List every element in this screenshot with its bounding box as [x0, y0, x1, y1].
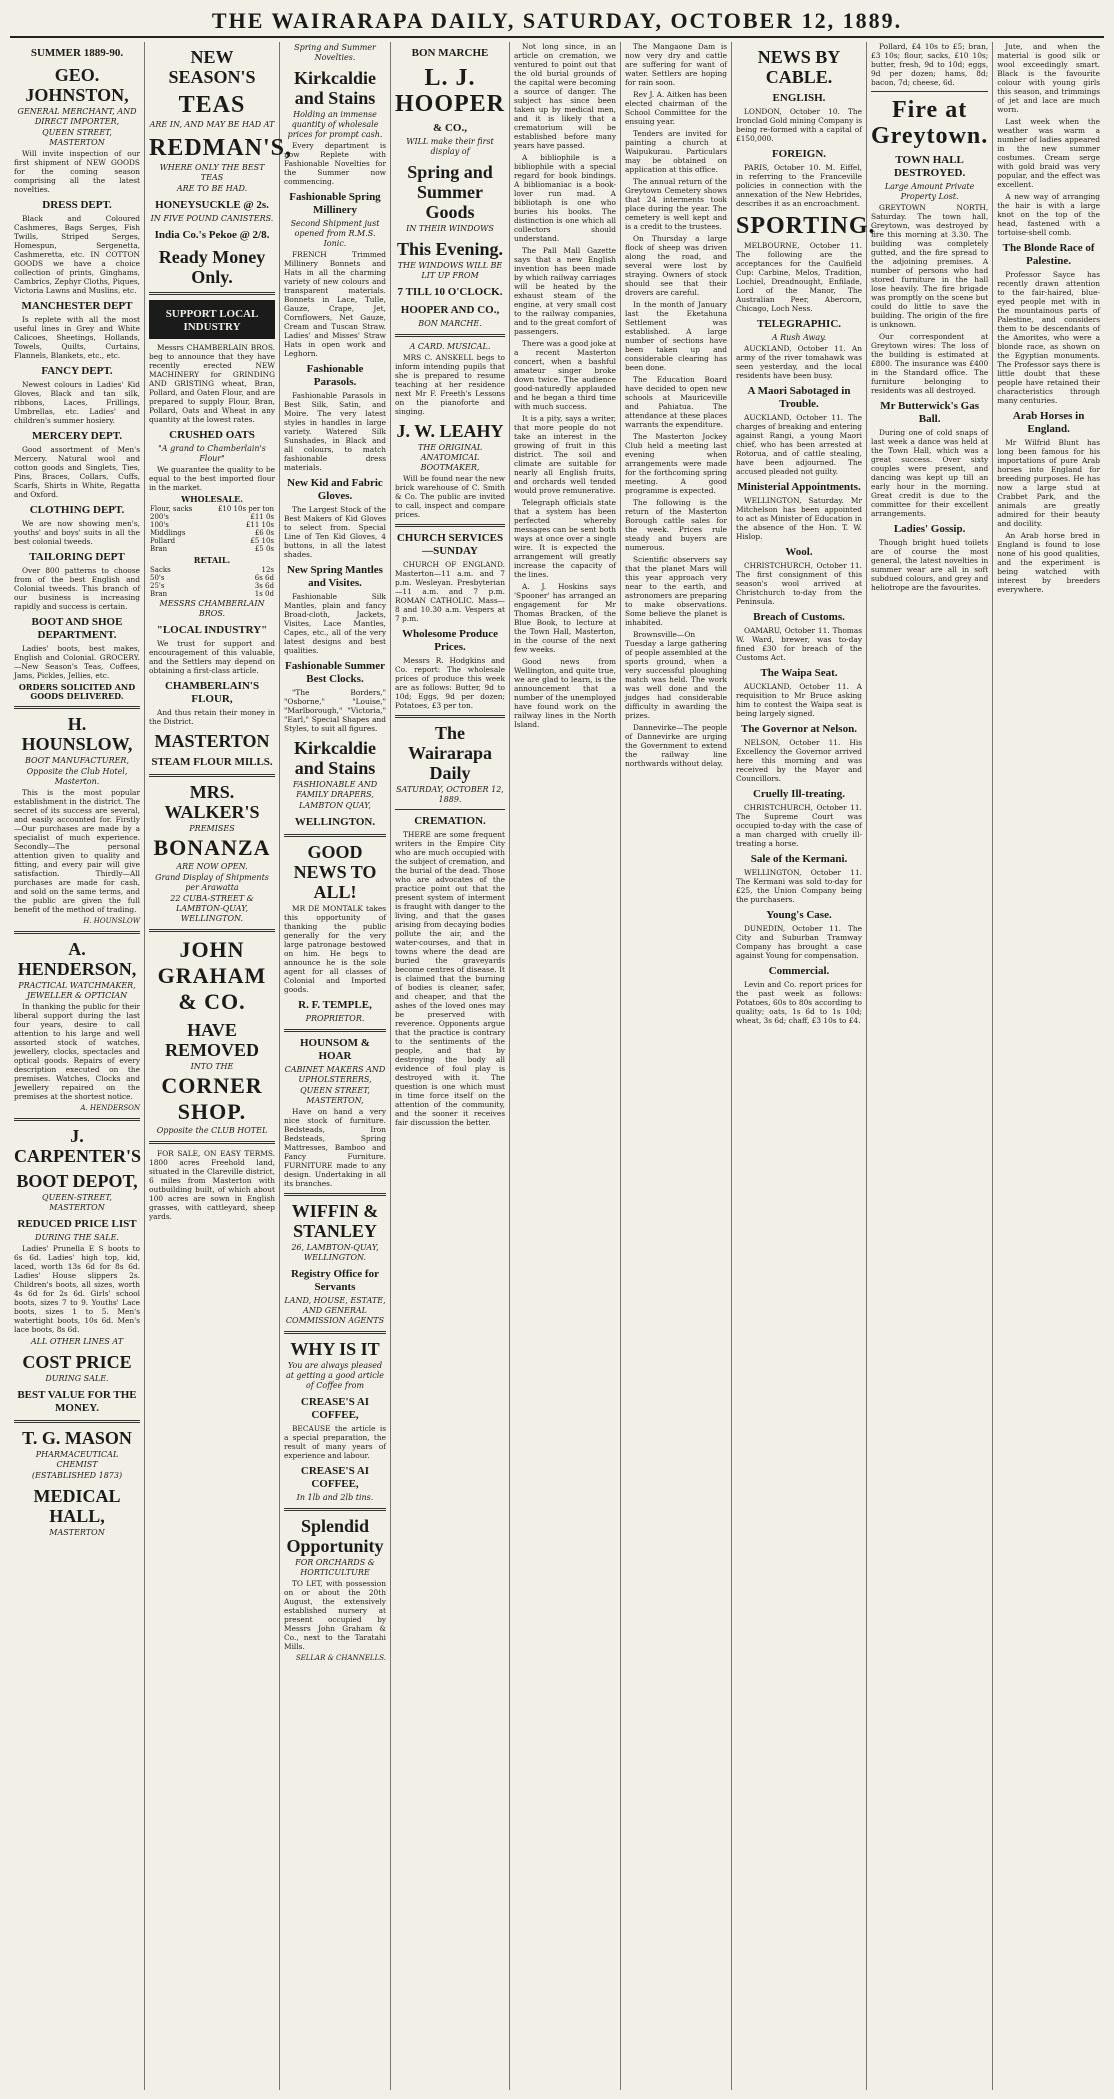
column-8: [867, 42, 993, 2090]
column-3: [280, 42, 391, 2090]
gossip-text: A new way of arranging the hair is with a large knot on the top of the head, fastened with a tortoise-shell comb.: [997, 192, 1101, 237]
retail-price: 12s: [261, 566, 274, 574]
divider: [871, 91, 988, 92]
medical-hall: MEDICAL HALL,: [33, 1486, 121, 1526]
kirk-sub: Holding an immense quantity of wholesale prices for prompt cash.: [287, 110, 383, 139]
kirk-heading: Kirkcaldie and Stains: [294, 68, 376, 108]
arab-horses-text-2: An Arab horse bred in England is found to lose none of his good qualities, and the experiment is being watched with interest by breeders everywhere.: [997, 531, 1101, 594]
flour-text: And thus retain their money in the District.: [149, 708, 275, 726]
kirk-text: Every department is now Replete with Fashionable Novelties for the Summer now commencing.: [284, 141, 386, 186]
carpenter-end-4: BEST VALUE FOR THE MONEY.: [17, 1389, 137, 1414]
kirk2-sub: FASHIONABLE AND FAMILY DRAPERS,: [292, 780, 378, 799]
divider: [284, 1029, 386, 1032]
carpenter-price-list: REDUCED PRICE LIST: [17, 1218, 137, 1230]
carpenter-name: J. CARPENTER'S: [14, 1126, 142, 1166]
columns: [10, 42, 1104, 2090]
paper-title: The Wairarapa Daily: [408, 723, 492, 783]
redmans-name: REDMAN'S,: [149, 135, 293, 161]
wholesale-row: [149, 513, 275, 521]
ladies-heading: Ladies' Gossip.: [893, 523, 966, 535]
land-sale-text: FOR SALE, ON EASY TERMS. 1800 acres Freehold land, situated in the Clareville district, 6 miles from Masterton with outbuilding built, of which about 100 acres are sown in English grasses, with cattleyard, sheep yards.: [149, 1149, 275, 1221]
divider: [149, 1141, 275, 1144]
news-item: The Education Board have decided to open new schools at Mauriceville and Pahiatua. The attendance at these places warrants the expenditure.: [625, 375, 727, 429]
henderson-trade: PRACTICAL WATCHMAKER, JEWELLER & OPTICIAN: [18, 981, 136, 1000]
fire-text: GREYTOWN NORTH, Saturday. The town hall, Greytown, was destroyed by fire this morning at 3.30. The building was completely gutted, and the fire spread to the adjoining premises. A number of persons who had stored furniture in the hall lose heavily. The fire brigade was promptly on the scene but could do little to save the building. The origin of the fire is unknown.: [871, 203, 989, 329]
news-item: On Thursday a large flock of sheep was driven along the road, and several were lost by straying. Owners of stock should see that their drovers are careful.: [625, 234, 727, 297]
millinery-heading: Fashionable Spring Millinery: [289, 191, 381, 216]
wholesale-row: [149, 529, 275, 537]
divider: [395, 809, 505, 810]
hounslow-trade: BOOT MANUFACTURER,: [25, 756, 129, 765]
tele2-heading: A Maori Sabotaged in Trouble.: [747, 385, 851, 410]
retail-item: 50's: [150, 574, 165, 582]
gloves-text: The Largest Stock of the Best Makers of Kid Gloves to select from. Special Line of Ten Kid Gloves, 4 buttons, in all the latest shades.: [284, 505, 386, 559]
blonde-race-text: Professor Sayce has recently drawn attention to the fair-haired, blue-eyed people met with in the mountainous parts of Palestine, and considers them to be descendants of the Amorites, who were a blonde race, as shown on the Egyptian monuments. The Professor says there is little doubt that these people have retained their characteristics through many centuries.: [997, 270, 1101, 405]
mercery-dept-heading: MERCERY DEPT.: [31, 430, 123, 442]
hounslow-text: This is the most popular establishment in the district. The secret of its success are several, and easily accounted for. Firstly—Our purchases are made by a specialist of much experience. Secondly—The personal attention given to quality and fitting, and every pair will give satisfaction. Thirdly—All purchases are made for cash, and sold on the same terms, and the public are given the full benefit of the method of trading.: [14, 788, 140, 914]
hooper-name: L. J. HOOPER: [395, 65, 506, 117]
dress-dept-text: Black and Coloured Cashmeres, Bags Serges, Fish Twills, Striped Serges, Homespun, Sergenetta, Cashmeretta, etc. IN COTTON GOODS we have a choice collection of prints, Ginghams, Cambrics, Zephyr Cloths, Piques, Victoria Lawns and Muslins, etc.: [14, 214, 140, 295]
crushed-text: We guarantee the quality to be equal to the best imported flour in the market.: [149, 465, 275, 492]
local-industry: "LOCAL INDUSTRY": [156, 624, 268, 636]
india-tea: India Co.'s Pekoe @ 2/8.: [154, 229, 270, 241]
johnston-name: GEO. JOHNSTON,: [25, 65, 129, 105]
this-evening: This Evening.: [396, 239, 504, 259]
blouses-heading: Fashionable Summer Best Clocks.: [285, 660, 385, 685]
retail-item: Sacks: [150, 566, 171, 574]
bon-marche-top: BON MARCHE: [411, 47, 489, 59]
wholesale-heading: WHOLESALE.: [181, 494, 243, 504]
wholesale-item: Bran: [150, 545, 168, 553]
kirk-pre: Spring and Summer Novelties.: [294, 43, 376, 62]
telegraphic-item: AUCKLAND, October 11. The charges of breaking and entering against Rangi, a young Maori chief, who has been arrested at Rotorua, and of cattle stealing, have been adjourned. The accused pleaded not guilty.: [736, 413, 862, 476]
news-item: In the month of January last the Eketahuna Settlement was established. A large number of sections have been taken up and considerable clearing has been done.: [625, 300, 727, 372]
ladies-text: Though bright hued toilets are of course the most general, the latest novelties in summer wear are all in soft subdued colours, and grey and heliotrope are the favourites.: [871, 538, 989, 592]
temple-sub: PROPRIETOR.: [305, 1014, 365, 1023]
carpenter-end-1: ALL OTHER LINES AT: [30, 1337, 124, 1346]
splendid-text: TO LET, with possession on or about the 20th August, the extensively established nursery at present occupied by Messrs John Graham & Co., next to the Taratahi Mills.: [284, 1579, 386, 1651]
carpenter-list: Ladies' Prunella E S boots to 6s 6d. Ladies' high top, kid, laced, worth 13s 6d for 8s 6d. Ladies' House slippers 2s. Children's boots, all sizes, worth 4s 6d for 2s 6d. Girls' school boots, sizes 7 to 9. Youths' Lace boots, sizes 1 to 5. Men's watertight boots, 10s 6d. Men's lace boots, 8s 6d.: [14, 1244, 140, 1334]
canisters-note: IN FIVE POUND CANISTERS.: [150, 214, 274, 223]
govt-heading: Ministerial Appointments.: [737, 481, 861, 493]
hounslow-address: Opposite the Club Hotel, Masterton.: [26, 767, 128, 786]
news-item: Telegraph officials state that a system has been perfected whereby messages can be sent both ways at once over a single wire. It is expected the arrangement will greatly increase the capacity of the lines.: [514, 498, 616, 579]
govt-text: WELLINGTON, Saturday. Mr Mitchelson has been appointed to act as Minister of Education in the absence of the Hon. T. W. Hislop.: [736, 496, 862, 541]
cable-item: PARIS, October 10. M. Eiffel, in referring to the Franceville policies in connection with the annexation of the New Hebrides, describes it as an encroachment.: [736, 163, 862, 208]
retail-table: [149, 566, 275, 598]
kermani-heading: Sale of the Kermani.: [750, 853, 848, 865]
bonanza-heading: BONANZA: [153, 835, 271, 860]
good-news-text: MR DE MONTALK takes this opportunity of thanking the public generally for the very large patronage bestowed on him. He begs to announce he is the sole agent for all classes of Colonial and Imported goods.: [284, 904, 386, 994]
retail-item: 25's: [150, 582, 165, 590]
support-heading: SUPPORT LOCAL INDUSTRY: [165, 308, 259, 333]
cremation-text: THERE are some frequent writers in the Empire City who are much occupied with the subject of cremation, and the burial of the dead. Those who are advocates of the practice point out that the present system of interment is fraught with danger to the living, and that the gases arising from decaying bodies pollute the air, and the water-courses, and that in towns where the dead are buried the graveyards become centres of disease. It is claimed that the burning of bodies is cleaner, safer, and cheaper, and that the ashes of the loved ones may be preserved with reverence. Opponents argue that the practice is contrary to the sentiments of the people, and that by destroying the body all evidence of foul play is destroyed with it. The question is one which must in time force itself on the attention of the community, and the sooner it receives fair discussion the better.: [395, 830, 505, 1127]
fire-heading: Fire at Greytown.: [871, 97, 989, 149]
graham-removed: HAVE REMOVED: [165, 1020, 259, 1060]
season-heading: SUMMER 1889-90.: [30, 47, 124, 59]
news-item: A. J. Hoskins says 'Spooner' has arranged an engagement for Mr Thomas Bracken, of the Blue Book, to lecture at the Town Hall, Masterton, in the course of the next few weeks.: [514, 582, 616, 654]
walkers-premises: PREMISES: [189, 824, 235, 833]
ball-heading: Mr Butterwick's Gas Ball.: [880, 400, 979, 425]
column-5: [510, 42, 621, 2090]
wholesale-table: [149, 505, 275, 553]
divider: [14, 706, 140, 709]
kirk2-lambton: LAMBTON QUAY,: [299, 801, 371, 810]
clothing-dept-text: We are now showing men's, youths' and boys' suits in all the best colonial tweeds.: [14, 519, 140, 546]
quay-address: 22 CUBA-STREET & LAMBTON-QUAY, WELLINGTON.: [170, 894, 254, 923]
arab-horses-heading: Arab Horses in England.: [1012, 410, 1085, 435]
graham-opposite: Opposite the CLUB HOTEL: [156, 1126, 268, 1135]
cable-heading: NEWS BY CABLE.: [757, 47, 841, 87]
bon-marche-bottom: BON MARCHE.: [418, 319, 482, 328]
orders-notice: ORDERS SOLICITED AND GOODS DELIVERED.: [18, 682, 136, 701]
cremation-heading: CREMATION.: [414, 815, 486, 827]
cable-english: ENGLISH.: [772, 92, 826, 104]
blonde-race-heading: The Blonde Race of Palestine.: [1002, 242, 1095, 267]
wholesale-item: Pollard: [150, 537, 176, 545]
wool-text: CHRISTCHURCH, October 11. The first consignment of this season's wool arrived at Christchurch to-day from the Peninsula.: [736, 561, 862, 606]
parasols-text: Fashionable Parasols in Best Silk, Satin, and Moire. The very latest styles in handles in large variety. Watered Silk Sunshades, in Black and all colours, to match fashionable dress materials.: [284, 391, 386, 472]
telegraphic-item: AUCKLAND, October 11. An army of the river tomahawk was seen yesterday, and the local residents have been busy.: [736, 344, 862, 380]
divider: [395, 334, 505, 337]
column-2: [145, 42, 293, 2090]
boot-dept-text: Ladies' boots, best makes, English and Colonial. GROCERY.—New Season's Teas, Coffees, Jams, Pickles, Jellies, etc.: [14, 644, 140, 680]
gossip-text: Last week when the weather was warm a number of ladies appeared in the new summer costumes. Cream serge with gold braid was very popular, and the effect was excellent.: [997, 117, 1101, 189]
tailoring-dept-text: Over 800 patterns to choose from of the best English and Colonial tweeds. This branch of our business is increasing rapidly and success is certain.: [14, 566, 140, 611]
news-item: Tenders are invited for painting a church at Waipukurau. Particulars may be obtained on application at this office.: [625, 129, 727, 174]
news-item: Not long since, in an article on cremation, we ventured to point out that the old burial grounds of the capital were becoming a source of danger. The subject has since been taken up by medical men, and it is likely that a crematorium will be established before many years have passed.: [514, 42, 616, 150]
fancy-dept-text: Newest colours in Ladies' Kid Gloves, Black and tan silk, ribbons, Laces, Frillings, Umbrellas, etc. Ladies' and children's summer hosiery.: [14, 380, 140, 425]
wholesale-price: £11 0s: [250, 513, 274, 521]
fire-sub: TOWN HALL DESTROYED.: [893, 154, 966, 179]
divider: [284, 1508, 386, 1511]
fancy-dept-heading: FANCY DEPT.: [41, 365, 113, 377]
mason-trade: PHARMACEUTICAL CHEMIST: [35, 1450, 119, 1469]
wholesale-item: 200's: [150, 513, 169, 521]
retail-price: 1s 0d: [254, 590, 274, 598]
wholesale-item: Middlings: [150, 529, 186, 537]
divider: [149, 292, 275, 295]
johnston-trade: GENERAL MERCHANT, AND DIRECT IMPORTER,: [17, 107, 137, 126]
blouses-text: "The Borders," "Osborne," "Louise," "Marlborough," "Victoria," "Earl," Special Shapes and Styles, to suit all figures.: [284, 688, 386, 733]
millinery-text: FRENCH Trimmed Millinery Bonnets and Hats in all the charming variety of new colours and transparent materials. Bonnets in Lace, Tulle, Gauze, Crape, Jet, Cornflowers, Net Gauze, Cream and Tuscan Straw. Ladies' and Misses' Straw Hats in open work and Leghorn.: [284, 250, 386, 358]
divider: [149, 929, 275, 932]
henderson-signature: A. HENDERSON: [80, 1104, 140, 1112]
wholesale-price: £6 0s: [254, 529, 274, 537]
divider: [284, 1193, 386, 1196]
carpenter-end-3: DURING SALE.: [45, 1374, 109, 1383]
wiffin-registry: Registry Office for Servants: [291, 1268, 379, 1293]
telegraphic-heading: TELEGRAPHIC.: [756, 318, 842, 330]
news-item: Rev J. A. Aitken has been elected chairman of the School Committee for the ensuing year.: [625, 90, 727, 126]
wholesale-price: £5 10s: [250, 537, 274, 545]
wholesale-price: £10 10s per ton: [217, 505, 274, 513]
mason-established: (ESTABLISHED 1873): [31, 1471, 123, 1480]
wholesale-item: Flour, sacks: [150, 505, 193, 513]
why-sub: You are always pleased at getting a good article of Coffee from: [285, 1361, 385, 1390]
walkers-name: MRS. WALKER'S: [164, 782, 260, 822]
retail-price: 3s 6d: [254, 582, 274, 590]
wholesale-price: £11 10s: [245, 521, 274, 529]
wool-heading: Wool.: [785, 546, 813, 558]
support-banner: [149, 300, 275, 339]
divider: [395, 715, 505, 718]
nelson-text: NELSON, October 11. His Excellency the Governor arrived here this morning and was received by the Mayor and Councillors.: [736, 738, 862, 783]
news-item: The Mangaone Dam is now very dry and cattle are suffering for want of water. Settlers are hoping for rain soon.: [625, 42, 727, 87]
news-item: Brownsville—On Tuesday a large gathering of people assembled at the sports ground, when a very successful ploughing match was held. The work was well done and the judges had considerable difficulty in awarding the prizes.: [625, 630, 727, 720]
local-text: We trust for support and encouragement of this valuable, and the Settlers may depend on obtaining a first-class article.: [149, 639, 275, 675]
teas-line-5: ARE TO BE HAD.: [176, 184, 248, 193]
column-9: [993, 42, 1104, 2090]
clothing-dept-heading: CLOTHING DEPT.: [29, 504, 125, 516]
fire-text-2: Our correspondent at Greytown wires: The loss of the building is estimated at £800. The insurance was £400 in the Standard office. The furniture belonging to residents was all destroyed.: [871, 332, 989, 395]
hooper-co: & CO.,: [433, 122, 467, 134]
johnston-intro: Will invite inspection of our first shipment of NEW GOODS for the coming season comprising all the latest novelties.: [14, 149, 140, 194]
news-item: The Masterton Jockey Club held a meeting last evening when arrangements were made for the forthcoming spring meeting. A good programme is expected.: [625, 432, 727, 495]
hounslow-name: H. HOUNSLOW,: [21, 714, 133, 754]
divider: [14, 931, 140, 934]
news-item: There was a good joke at a recent Masterton concert, when a bashful amateur singer broke down twice. The audience good-naturedly applauded and he began a third time with much success.: [514, 339, 616, 411]
column-6: [621, 42, 732, 2090]
wholesale-row: [149, 537, 275, 545]
ill-text: CHRISTCHURCH, October 11. The Supreme Court was occupied to-day with the case of a man charged with cruelly ill-treating a horse.: [736, 803, 862, 848]
dress-dept-heading: DRESS DEPT.: [42, 199, 112, 211]
teas-heading-2: TEAS: [178, 92, 246, 118]
graham-name: JOHN GRAHAM & CO.: [157, 937, 267, 1014]
mantles-heading: New Spring Mantles and Visites.: [287, 564, 383, 589]
wiffin-agents: LAND, HOUSE, ESTATE, AND GENERAL COMMISSION AGENTS: [284, 1296, 386, 1325]
wiffin-name: WIFFIN & STANLEY: [291, 1201, 379, 1241]
musical-heading: A CARD. MUSICAL.: [409, 342, 491, 351]
crease-heading: CREASE'S AI COFFEE,: [300, 1396, 370, 1421]
graham-into: INTO THE: [190, 1062, 234, 1071]
column-4: [391, 42, 510, 2090]
mantles-text: Fashionable Silk Mantles, plain and fancy Broad-cloth, Jackets, Visites, Lace Mantles, Capes, etc., all of the very latest designs and best qualities.: [284, 592, 386, 655]
teas-line-4: WHERE ONLY THE BEST TEAS: [159, 163, 265, 182]
musical-text: MRS C. ANSKELL begs to inform intending pupils that she is prepared to resume teaching at her residence next Mr F. Freeth's Lessons on the pianoforte and singing.: [395, 353, 505, 416]
carpenter-sale: DURING THE SALE.: [35, 1233, 119, 1242]
hooper-show: WILL make their first display of: [406, 137, 494, 156]
crease2-sub: In 1lb and 2lb tins.: [296, 1493, 374, 1502]
honeysuckle-tea: HONEYSUCKLE @ 2s.: [155, 199, 269, 211]
divider: [284, 834, 386, 837]
retail-row: [149, 574, 275, 582]
leahy-sub: THE ORIGINAL ANATOMICAL BOOTMAKER,: [417, 443, 483, 472]
masterton-label: MASTERTON: [154, 731, 270, 751]
news-item: A bibliophile is a bibliophile with a special regard for book bindings. A bibliomaniac is a book-lover run mad. A bibliotaph is one who buries his books. The distinction is one which all collectors should understand.: [514, 153, 616, 243]
seller-signature: SELLAR & CHANNELLS.: [295, 1654, 386, 1662]
wiffin-address: 26, LAMBTON-QUAY, WELLINGTON.: [291, 1243, 379, 1262]
waipa-heading: The Waipa Seat.: [760, 667, 838, 679]
prices-text: Pollard, £4 10s to £5; bran, £3 10s; flour, sacks, £10 10s; butter, fresh, 9d to 10d; eggs, 9d per dozen; hams, 8d; bacon, 7d; cheese, 6d.: [871, 42, 989, 87]
hounsom-name: HOUNSOM & HOAR: [300, 1037, 370, 1062]
leahy-text: Will be found near the new brick warehouse of C. Smith & Co. The public are invited to call, inspect and compare prices.: [395, 474, 505, 519]
gossip-text: Jute, and when the material is good silk or wool exceedingly smart. Black is the favourite colour with young girls this season, and trimmings of jet and lace are much worn.: [997, 42, 1101, 114]
newspaper-page: [10, 6, 1104, 2090]
parasols-heading: Fashionable Parasols.: [306, 363, 364, 388]
ball-text: During one of cold snaps of last week a dance was held at the Town Hall, which was a great success. Over sixty couples were present, and dancing was kept up till an early hour in the morning. Great credit is due to the committee for their excellent arrangements.: [871, 428, 989, 518]
temple-name: R. F. TEMPLE,: [298, 999, 372, 1011]
hounsom-address: QUEEN STREET, MASTERTON,: [300, 1086, 370, 1105]
splendid-heading: Splendid Opportunity: [286, 1516, 384, 1556]
customs-text: OAMARU, October 11. Thomas W. Ward, brewer, was to-day fined £30 for breach of the Customs Act.: [736, 626, 862, 662]
news-item: Scientific observers say that the planet Mars will this year approach very near to the earth, and astronomers are preparing to make observations. Some believe the planet is inhabited.: [625, 555, 727, 627]
news-item: It is a pity, says a writer, that more people do not take an interest in the growing of fruit in this district. The soil and climate are suitable for nearly all English fruits, and orchards well tended would prove remunerative.: [514, 414, 616, 495]
ready-money: Ready Money Only.: [158, 247, 266, 287]
news-item: The Pall Mall Gazette says that a new English invention has been made by which railway carriages will be heated by the exhaust steam of the engine, at very small cost to the railway companies, and to the great comfort of passengers.: [514, 246, 616, 336]
customs-heading: Breach of Customs.: [753, 611, 845, 623]
arab-horses-text: Mr Wilfrid Blunt has long been famous for his importations of pure Arab horses into England for breeding purposes. He has now a large stud at Crabbet Park, and the animals are greatly admired for their beauty and docility.: [997, 438, 1101, 528]
sporting-text: MELBOURNE, October 11. The following are the acceptances for the Caulfield Cup: Carbine, Melos, Tradition, Lochiel, Dreadnought, Enfilade, Lord of the Manor, The Australian Peer, Abercorn, Chicago, Loch Ness.: [736, 241, 862, 313]
fire-sub-2: Large Amount Private Property Lost.: [884, 182, 975, 201]
kirk2-heading: Kirkcaldie and Stains: [294, 738, 376, 778]
column-7: [732, 42, 876, 2090]
church-text: CHURCH OF ENGLAND. Masterton—11 a.m. and 7 p.m. Wesleyan. Presbyterian—11 a.m. and 7 p.m. ROMAN CATHOLIC. Mass—8 and 10.30 a.m. Vespers at 7 p.m.: [395, 560, 505, 623]
paper-date: SATURDAY, OCTOBER 12, 1889.: [396, 785, 504, 804]
retail-row: [149, 582, 275, 590]
boot-dept-heading: BOOT AND SHOE DEPARTMENT.: [31, 616, 123, 641]
crushed-oats: CRUSHED OATS: [169, 429, 255, 441]
news-item: Dannevirke—The people of Dannevirke are urging the Government to extend the railway line northwards without delay.: [625, 723, 727, 768]
masthead: [10, 6, 1104, 38]
wholesome-heading: Wholesome Produce Prices.: [401, 628, 499, 653]
kirk2-wellington: WELLINGTON.: [294, 816, 376, 828]
bonanza-open: ARE NOW OPEN.: [176, 862, 248, 871]
manchester-dept-text: Is replete with all the most useful lines in Grey and White Calicoes, Sheetings, Hollands, Towels, Quilts, Curtains, Flannels, Blankets, etc., etc.: [14, 315, 140, 360]
hounslow-signature: H. HOUNSLOW: [83, 917, 140, 925]
leahy-name: J. W. LEAHY: [396, 421, 504, 441]
chamberlain-flour: CHAMBERLAIN'S FLOUR,: [164, 680, 260, 705]
windows-lit: THE WINDOWS WILL BE LIT UP FROM: [397, 261, 503, 280]
cable-item: LONDON, October 10. The Ironclad Gold mining Company is being re-formed with a capital of £150,000.: [736, 107, 862, 143]
nelson-heading: The Governor at Nelson.: [741, 723, 857, 735]
in-windows: IN THEIR WINDOWS: [406, 224, 494, 233]
hounsom-text: Have on hand a very nice stock of furniture. Bedsteads, Iron Bedsteads, Spring Mattresses, Bamboo and Fancy Furniture. FURNITURE made to any design. Undertaking in all its branches.: [284, 1107, 386, 1188]
wholesale-price: £5 0s: [254, 545, 274, 553]
wholesale-row: [149, 545, 275, 553]
cable-foreign: FOREIGN.: [771, 148, 827, 160]
chamberlain-note: MESSRS CHAMBERLAIN BROS.: [159, 599, 265, 618]
why-heading: WHY IS IT: [290, 1339, 380, 1359]
teas-line-3: ARE IN, AND MAY BE HAD AT: [149, 120, 275, 129]
retail-heading: RETAIL.: [193, 555, 231, 565]
commercial-text: Levin and Co. report prices for the past week as follows: Potatoes, 60s to 80s according to quality; oats, 1s 6d to 1s 10d; wheat, 3s 6d; chaff, £3 10s to £4.: [736, 980, 862, 1025]
hounsom-sub: CABINET MAKERS AND UPHOLSTERERS,: [284, 1065, 386, 1084]
millinery-sub: Second Shipment just opened from R.M.S. Ionic.: [290, 219, 380, 248]
retail-item: Bran: [150, 590, 168, 598]
wholesale-row: [149, 521, 275, 529]
support-text: Messrs CHAMBERLAIN BROS. beg to announce that they have recently erected NEW MACHINERY for GRINDING AND GRISTING wheat, Bran, Pollard, and Oaten Flour, and are prepared to supply Flour, Bran, Pollard, Oats and Wheat in any quantity at the lowest rates.: [149, 343, 275, 424]
divider: [395, 524, 505, 527]
retail-row: [149, 566, 275, 574]
corner-shop: CORNER SHOP.: [161, 1073, 263, 1124]
masthead-title: THE WAIRARAPA DAILY, SATURDAY, OCTOBER 12, 1889.: [211, 8, 903, 33]
wholesale-item: 100's: [150, 521, 169, 529]
lit-hours: 7 TILL 10 O'CLOCK.: [397, 286, 503, 298]
crushed-note: "A grand to Chamberlain's Flour": [158, 444, 266, 463]
johnston-place: QUEEN STREET, MASTERTON: [42, 128, 112, 147]
carpenter-depot: BOOT DEPOT,: [16, 1171, 138, 1191]
wholesale-row: [149, 505, 275, 513]
ill-heading: Cruelly Ill-treating.: [752, 788, 846, 800]
henderson-name: A. HENDERSON,: [17, 939, 137, 979]
kermani-text: WELLINGTON, October 11. The Kermani was sold to-day for £25, the Union Company being the purchasers.: [736, 868, 862, 904]
tailoring-dept-heading: TAILORING DEPT: [29, 551, 125, 563]
divider: [149, 774, 275, 777]
gloves-heading: New Kid and Fabric Gloves.: [287, 477, 383, 502]
divider: [284, 1331, 386, 1334]
column-1: [10, 42, 145, 2090]
wholesome-text: Messrs R. Hodgkins and Co. report: The wholesale prices of produce this week are as follows: Butter, 9d to 10d; Eggs, 9d per dozen; Potatoes, £3 per ton.: [395, 656, 505, 710]
good-news-heading: GOOD NEWS TO ALL!: [293, 842, 377, 902]
crease2-heading: CREASE'S AI COFFEE,: [300, 1465, 370, 1490]
manchester-dept-heading: MANCHESTER DEPT: [21, 300, 133, 312]
mercery-dept-text: Good assortment of Men's Mercery. Natural wool and cotton goods and Singlets, Ties, Pins, Braces, Collars, Cuffs, Scarfs, Shirts in White, Regatta and Oxford.: [14, 445, 140, 499]
retail-price: 6s 6d: [254, 574, 274, 582]
mason-place: MASTERTON: [49, 1528, 105, 1537]
retail-row: [149, 590, 275, 598]
commercial-heading: Commercial.: [768, 965, 830, 977]
youngs-text: DUNEDIN, October 11. The City and Suburban Tramway Company has brought a case against Young for compensation.: [736, 924, 862, 960]
henderson-text: In thanking the public for their liberal support during the last four years, desire to call attention to his large and well assorted stock of watches, jewellery, clocks, spectacles and optical goods. Repairs of every description executed on the premises. Watches, Clocks and Jewellery repaired on the premises at the shortest notice.: [14, 1002, 140, 1101]
spring-goods: Spring and Summer Goods: [407, 162, 493, 222]
carpenter-address: QUEEN-STREET, MASTERTON: [42, 1193, 112, 1212]
news-item: The annual return of the Greytown Cemetery shows that 24 interments took place during the year. The cemetery is well kept and is a credit to the trustees.: [625, 177, 727, 231]
waipa-text: AUCKLAND, October 11. A requisition to Mr Bruce asking him to contest the Waipa seat is being largely signed.: [736, 682, 862, 718]
youngs-heading: Young's Case.: [766, 909, 832, 921]
splendid-sub: FOR ORCHARDS & HORTICULTURE: [295, 1558, 375, 1577]
news-item: The following is the return of the Masterton Borough cattle sales for the week. Prices rule steady and buyers are numerous.: [625, 498, 727, 552]
divider: [14, 1420, 140, 1423]
teas-heading-1: NEW SEASON'S: [168, 47, 256, 87]
divider: [14, 1118, 140, 1121]
shipments-note: Grand Display of Shipments per Arawatta: [155, 873, 269, 892]
news-item: Good news from Wellington, and quite true, we are glad to learn, is the announcement that a number of the unemployed have found work on the railway lines in the North Island.: [514, 657, 616, 729]
mason-name: T. G. MASON: [22, 1428, 132, 1448]
crease-text: BECAUSE the article is a special preparation, the result of many years of experience and labour.: [284, 1424, 386, 1460]
steam-mills: STEAM FLOUR MILLS.: [151, 756, 273, 768]
church-heading: CHURCH SERVICES—SUNDAY: [396, 532, 504, 557]
carpenter-end-2: COST PRICE: [22, 1352, 132, 1372]
telegraphic-sub: A Rush Away.: [771, 333, 827, 342]
hooper-and-co: HOOPER AND CO.,: [400, 304, 500, 316]
sporting-heading: SPORTING.: [736, 213, 876, 239]
